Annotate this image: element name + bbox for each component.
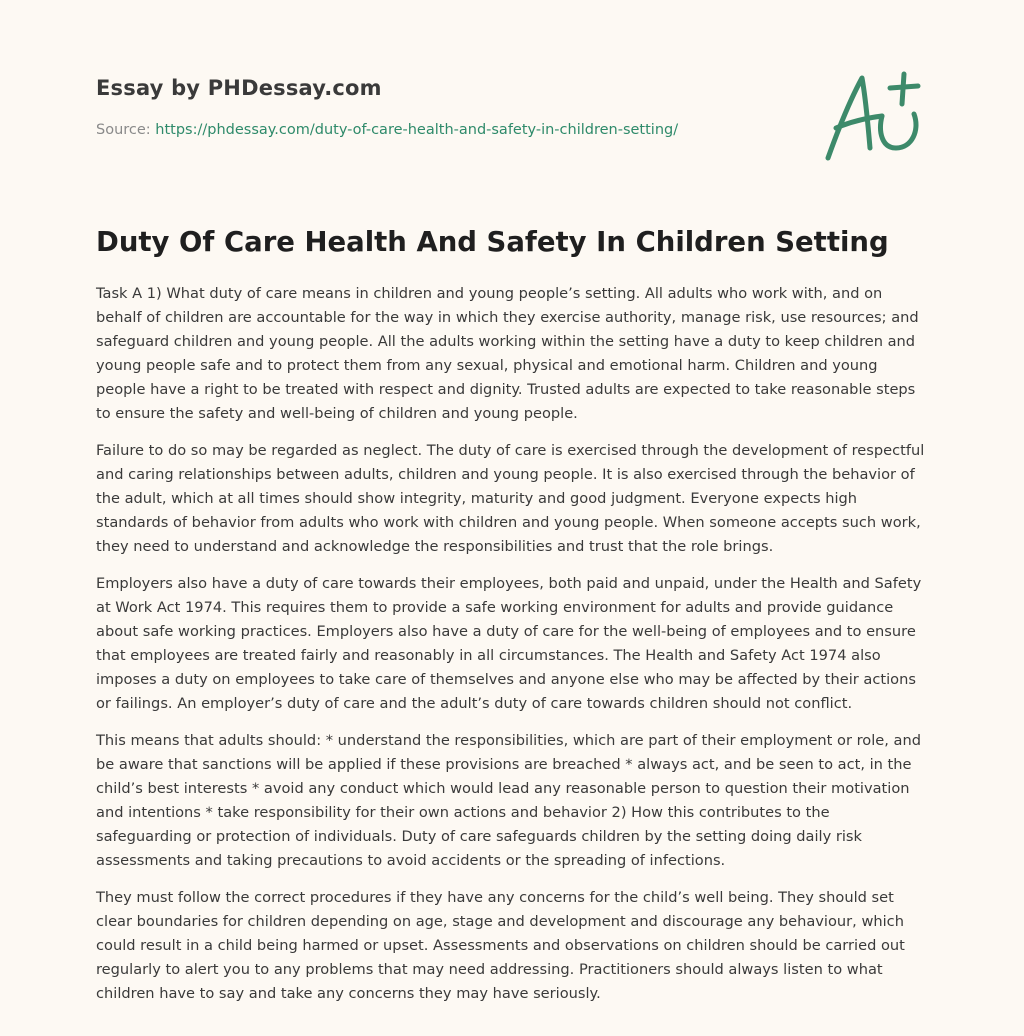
essay-paragraph: Employers also have a duty of care towards their employees, both paid and unpaid, under the Health and Safety at Work Act 1974. This requires them to provide a safe working environment for adults and provide guidance about safe working practices. Employers also have a duty of care for the well-being of employees and to ensure that employees are treated fairly and reasonably in all circumstances. The Health and Safety Act 1974 also imposes a duty on employees to take care of themselves and anyone else who may be affected by their actions or failings. An employer’s duty of care and the adult’s duty of care towards children should not conflict. <box>96 575 922 712</box>
site-title: Essay by PHDessay.com <box>96 76 382 100</box>
essay-title: Duty Of Care Health And Safety In Children Setting <box>96 226 889 258</box>
essay-paragraph: They must follow the correct procedures if they have any concerns for the child’s well being. They should set clear boundaries for children depending on age, stage and development and discourage any behaviour, which could result in a child being harmed or upset. Assessments and observations on children should be carried out regularly to alert you to any problems that may need addressing. Practitioners should always listen to what children have to say and take any concerns they may have seriously. <box>96 889 905 1002</box>
essay-content <box>96 226 928 1019</box>
source-link[interactable]: https://phdessay.com/duty-of-care-health-and-safety-in-children-setting/ <box>155 122 679 138</box>
source-line <box>96 122 796 138</box>
essay-paragraph: Task A 1) What duty of care means in children and young people’s setting. All adults who work with, and on behalf of children are accountable for the way in which they exercise authority, manage risk, use resources; and safeguard children and young people. All the adults working within the setting have a duty to keep children and young people safe and to protect them from any sexual, physical and emotional harm. Children and young people have a right to be treated with respect and dignity. Trusted adults are expected to take reasonable steps to ensure the safety and well-being of children and young people. <box>96 285 919 422</box>
a-plus-grade-icon <box>822 70 926 162</box>
page-header <box>96 76 796 138</box>
source-label: Source: <box>96 122 151 138</box>
essay-paragraph: This means that adults should: * understand the responsibilities, which are part of their employment or role, and be aware that sanctions will be applied if these provisions are breached * always act, and be seen to act, in the child’s best interests * avoid any conduct which would lead any reasonable person to question their motivation and intentions * take responsibility for their own actions and behavior 2) How this contributes to the safeguarding or protection of individuals. Duty of care safeguards children by the setting doing daily risk assessments and taking precautions to avoid accidents or the spreading of infections. <box>96 732 921 869</box>
essay-paragraph: Failure to do so may be regarded as neglect. The duty of care is exercised through the development of respectful and caring relationships between adults, children and young people. It is also exercised through the behavior of the adult, which at all times should show integrity, maturity and good judgment. Everyone expects high standards of behavior from adults who work with children and young people. When someone accepts such work, they need to understand and acknowledge the responsibilities and trust that the role brings. <box>96 442 925 555</box>
